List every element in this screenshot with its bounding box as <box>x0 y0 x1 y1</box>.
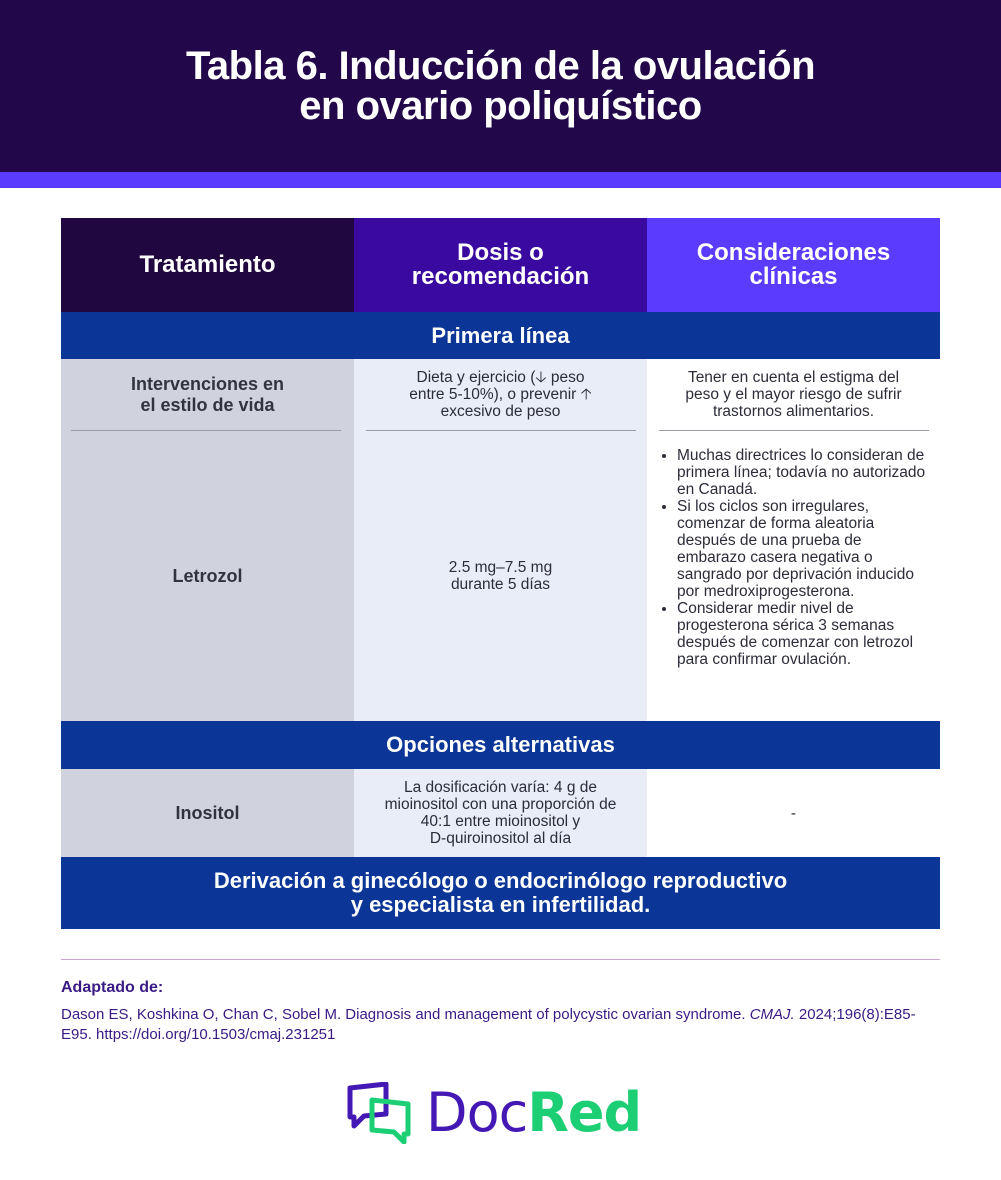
column-header-dose: Dosis o recomendación <box>354 218 647 312</box>
considerations-bullet-list <box>647 447 940 668</box>
reference-citation: Dason ES, Koshkina O, Chan C, Sobel M. Diagnosis and management of polycystic ovarian syndrome. CMAJ. 2024;196(8):E85-E95. https://doi.org/10.1503/cmaj.231251 <box>61 1006 916 1043</box>
considerations-column <box>647 359 940 721</box>
page-header <box>0 0 1001 172</box>
chat-bubbles-icon <box>346 1082 414 1144</box>
treatment-lifestyle: Intervenciones en el estilo de vida <box>130 373 285 415</box>
treatment-column <box>61 359 354 721</box>
considerations-lifestyle: Tener en cuenta el estigma del peso y el mayor riesgo de sufrir trastornos alimentarios. <box>685 369 902 420</box>
footer-divider <box>61 959 940 960</box>
docred-logo <box>346 1078 666 1148</box>
page-title-line2: en ovario poliquístico <box>299 84 702 128</box>
table-row-inositol <box>61 769 940 857</box>
considerations-letrozol <box>647 447 940 668</box>
list-item: • Si los ciclos son irregulares, comenzar de forma aleatoria después de una prueba de embarazo casera negativa o sangrado por deprivación inducido por medroxiprogesterona. <box>677 498 928 600</box>
row-divider <box>659 430 929 431</box>
dose-lifestyle: Dieta y ejercicio (🡣 peso entre 5-10%), o prevenir 🡡 excesivo de peso <box>409 369 592 420</box>
column-header-treatment: Tratamiento <box>61 218 354 312</box>
treatment-inositol: Inositol <box>61 769 354 857</box>
dose-column <box>354 359 647 721</box>
logo-wordmark: DocRed <box>426 1081 642 1144</box>
reference-journal: CMAJ. <box>749 1006 795 1023</box>
treatment-letrozol: Letrozol <box>172 565 243 586</box>
table-row-lifestyle-and-letrozol <box>61 359 940 721</box>
list-item: • Considerar medir nivel de progesterona sérica 3 semanas después de comenzar con letrozol para confirmar ovulación. <box>677 600 928 668</box>
ovulation-induction-table <box>61 218 940 929</box>
header-accent-stripe <box>0 172 1001 188</box>
adapted-from-label: Adaptado de: <box>61 979 164 996</box>
section-header-alternatives: Opciones alternativas <box>61 721 940 769</box>
dose-letrozol: 2.5 mg–7.5 mg durante 5 días <box>448 559 553 593</box>
considerations-inositol: - <box>647 769 940 857</box>
section-header-first-line: Primera línea <box>61 312 940 359</box>
column-header-considerations: Consideraciones clínicas <box>647 218 940 312</box>
referral-banner: Derivación a ginecólogo o endocrinólogo reproductivo y especialista en infertilidad. <box>61 857 940 929</box>
dose-inositol: La dosificación varía: 4 g de mioinositol con una proporción de 40:1 entre mioinositol y D-quiroinositol al día <box>354 769 647 857</box>
page-title-line1: Tabla 6. Inducción de la ovulación <box>185 44 816 88</box>
list-item: • Muchas directrices lo consideran de primera línea; todavía no autorizado en Canadá. <box>677 447 928 498</box>
table-header-row <box>61 218 940 312</box>
